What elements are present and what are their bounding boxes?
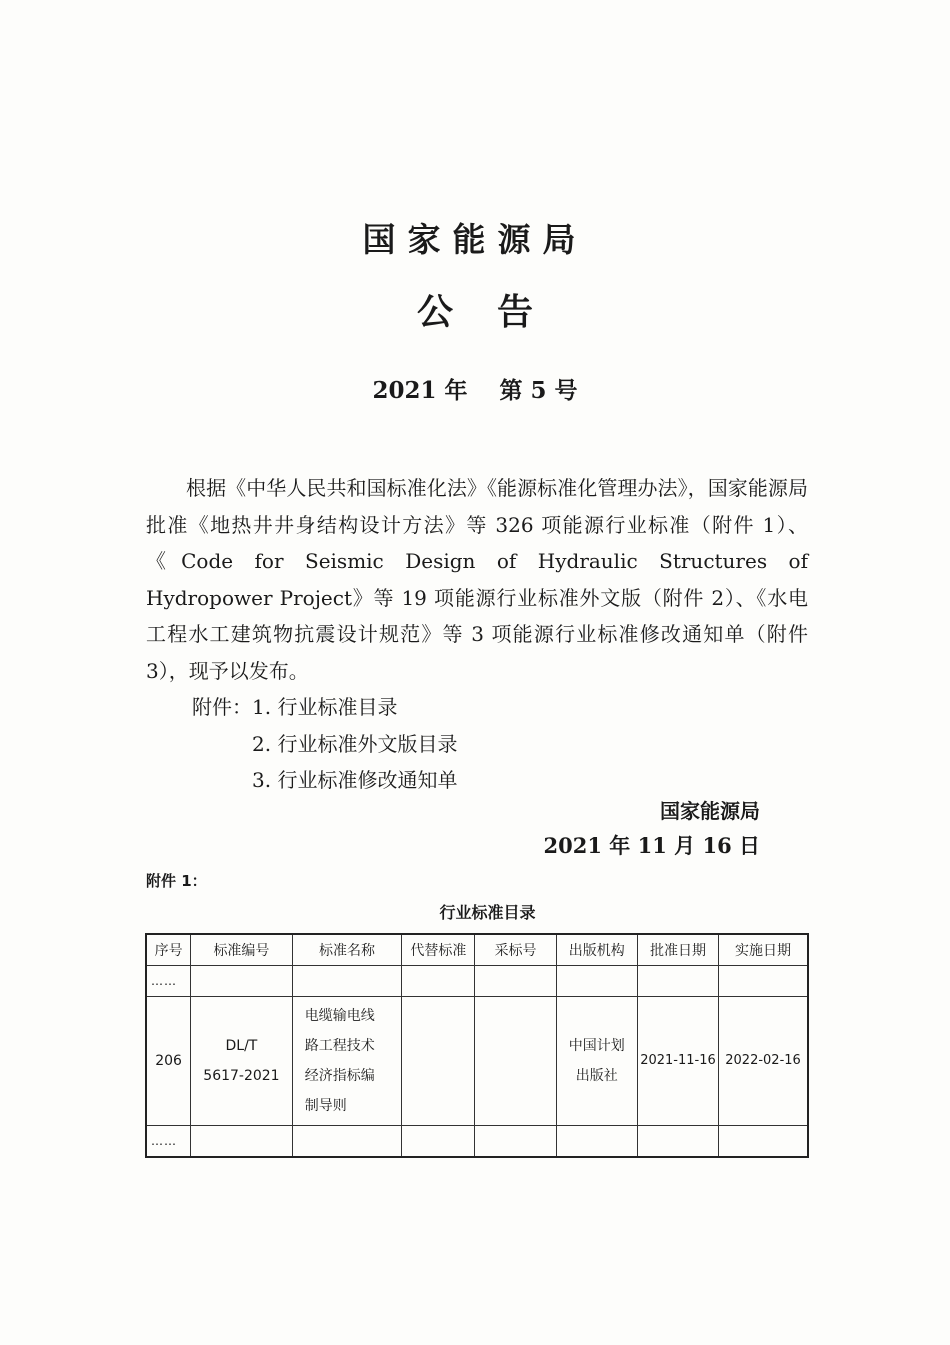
- cell-code: [191, 997, 293, 1126]
- cell-effective-date: 2022-02-16: [719, 997, 808, 1126]
- name-line: 电缆输电线: [304, 1008, 375, 1024]
- name-line: 制导则: [304, 1098, 347, 1114]
- cell-replaces: [402, 997, 475, 1126]
- document-issue-number: 第 5 号: [499, 377, 578, 404]
- cell-publisher: [556, 997, 637, 1126]
- table-header-row: [146, 934, 808, 966]
- issuing-org-title: 国家能源局: [362, 220, 588, 259]
- publisher-line: 中国计划: [568, 1038, 625, 1054]
- column-header: 实施日期: [719, 934, 808, 966]
- annex-table-title: 行业标准目录: [439, 903, 536, 922]
- column-header: 代替标准: [402, 934, 475, 966]
- ellipsis-cell: ……: [146, 1126, 191, 1158]
- cell-adopted: [475, 997, 556, 1126]
- column-header: 采标号: [475, 934, 556, 966]
- publisher-line: 出版社: [575, 1068, 618, 1084]
- attachment-item-2: 2. 行业标准外文版目录: [252, 731, 458, 756]
- code-line: DL/T: [225, 1038, 258, 1054]
- signature-org: 国家能源局: [660, 799, 760, 823]
- table-row-ellipsis-bottom: [146, 1126, 808, 1158]
- column-header: 批准日期: [637, 934, 718, 966]
- column-header: 序号: [146, 934, 191, 966]
- announcement-body: [146, 470, 808, 799]
- name-line: 路工程技术: [304, 1038, 375, 1054]
- column-header: 标准编号: [191, 934, 293, 966]
- cell-approved-date: 2021-11-16: [637, 997, 718, 1126]
- column-header: 出版机构: [556, 934, 637, 966]
- attachment-line-1: [146, 689, 808, 726]
- document-type-title: 公告: [416, 292, 577, 333]
- attachment-item-3: 3. 行业标准修改通知单: [252, 768, 458, 792]
- announcement-paragraph: 根据《中华人民共和国标准化法》《能源标准化管理办法》，国家能源局批准《地热井井身结构设计方法》等 326 项能源行业标准（附件 1）、《Code for Seismic Design of Hydraulic Structures of Hydropower Project》等 19 项能源行业标准外文版（附件 2）、《水电工程水工建筑物抗震设计规范》等 3 项能源行业标准修改通知单（附件 3），现予以发布。: [146, 476, 808, 683]
- standards-catalog-table: [145, 933, 809, 1158]
- ellipsis-cell: ……: [146, 966, 191, 997]
- name-line: 经济指标编: [304, 1068, 375, 1084]
- attachment-item-1: 1. 行业标准目录: [252, 695, 398, 719]
- code-line: 5617-2021: [203, 1068, 280, 1084]
- cell-standard-name: [292, 997, 402, 1126]
- attachment-prefix: 附件：: [192, 695, 252, 719]
- signature-date: 2021 年 11 月 16 日: [543, 833, 760, 858]
- document-year: 2021 年: [372, 377, 468, 404]
- cell-seq: 206: [146, 997, 191, 1126]
- column-header: 标准名称: [292, 934, 402, 966]
- document-number: [0, 372, 950, 405]
- table-row: [146, 997, 808, 1126]
- table-row-ellipsis-top: [146, 966, 808, 997]
- annex-label: 附件 1：: [146, 872, 207, 890]
